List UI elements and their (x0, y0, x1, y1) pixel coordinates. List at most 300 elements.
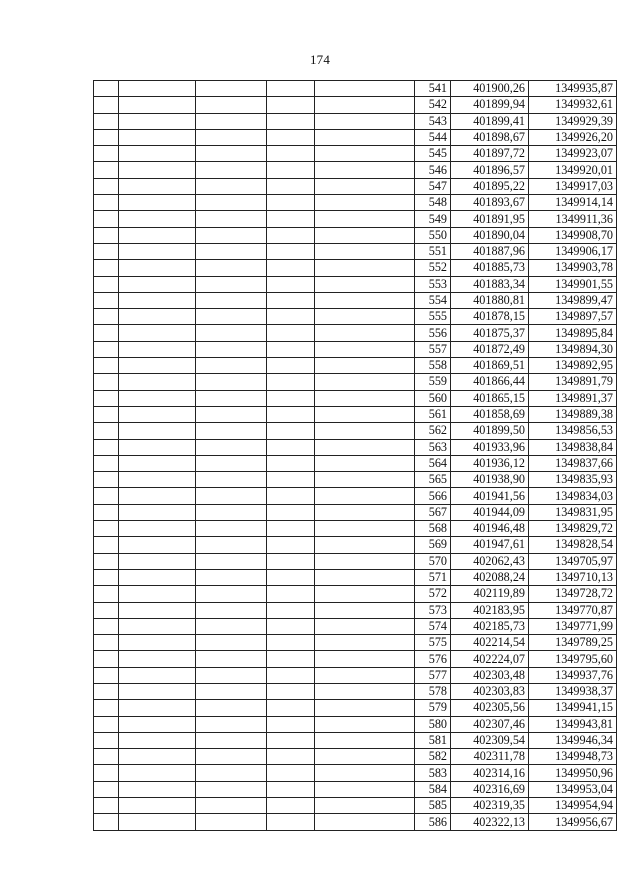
y-coordinate-cell: 1349929,39 (529, 113, 617, 129)
x-coordinate-cell: 402309,54 (451, 732, 529, 748)
point-number-cell: 569 (415, 537, 451, 553)
y-coordinate-cell: 1349941,15 (529, 700, 617, 716)
empty-cell (94, 292, 119, 308)
empty-cell (119, 81, 196, 97)
table-row (94, 667, 617, 683)
empty-cell (196, 162, 267, 178)
empty-cell (196, 423, 267, 439)
empty-cell (267, 309, 315, 325)
empty-cell (315, 618, 415, 634)
x-coordinate-cell: 402119,89 (451, 586, 529, 602)
x-coordinate-cell: 401858,69 (451, 406, 529, 422)
y-coordinate-cell: 1349834,03 (529, 488, 617, 504)
point-number-cell: 542 (415, 97, 451, 113)
empty-cell (267, 586, 315, 602)
empty-cell (119, 553, 196, 569)
empty-cell (315, 732, 415, 748)
empty-cell (267, 358, 315, 374)
empty-cell (315, 781, 415, 797)
empty-cell (196, 243, 267, 259)
y-coordinate-cell: 1349953,04 (529, 781, 617, 797)
empty-cell (196, 390, 267, 406)
empty-cell (267, 749, 315, 765)
empty-cell (315, 129, 415, 145)
y-coordinate-cell: 1349946,34 (529, 732, 617, 748)
table-row (94, 276, 617, 292)
x-coordinate-cell: 401878,15 (451, 309, 529, 325)
point-number-cell: 579 (415, 700, 451, 716)
empty-cell (267, 732, 315, 748)
empty-cell (315, 178, 415, 194)
table-row (94, 195, 617, 211)
empty-cell (119, 700, 196, 716)
table-row (94, 97, 617, 113)
point-number-cell: 586 (415, 814, 451, 830)
y-coordinate-cell: 1349954,94 (529, 798, 617, 814)
empty-cell (94, 243, 119, 259)
y-coordinate-cell: 1349891,79 (529, 374, 617, 390)
x-coordinate-cell: 401896,57 (451, 162, 529, 178)
empty-cell (94, 602, 119, 618)
y-coordinate-cell: 1349901,55 (529, 276, 617, 292)
x-coordinate-cell: 402214,54 (451, 635, 529, 651)
empty-cell (315, 667, 415, 683)
empty-cell (196, 814, 267, 830)
empty-cell (196, 374, 267, 390)
empty-cell (119, 732, 196, 748)
table-row (94, 260, 617, 276)
point-number-cell: 545 (415, 146, 451, 162)
empty-cell (94, 211, 119, 227)
table-row (94, 325, 617, 341)
empty-cell (119, 113, 196, 129)
empty-cell (315, 472, 415, 488)
empty-cell (267, 178, 315, 194)
empty-cell (267, 325, 315, 341)
empty-cell (196, 798, 267, 814)
point-number-cell: 561 (415, 406, 451, 422)
empty-cell (196, 635, 267, 651)
x-coordinate-cell: 401893,67 (451, 195, 529, 211)
point-number-cell: 546 (415, 162, 451, 178)
point-number-cell: 575 (415, 635, 451, 651)
empty-cell (196, 765, 267, 781)
empty-cell (315, 455, 415, 471)
empty-cell (196, 667, 267, 683)
y-coordinate-cell: 1349831,95 (529, 504, 617, 520)
empty-cell (315, 81, 415, 97)
table-row (94, 162, 617, 178)
empty-cell (94, 129, 119, 145)
empty-cell (94, 504, 119, 520)
table-row (94, 292, 617, 308)
empty-cell (315, 276, 415, 292)
x-coordinate-cell: 402307,46 (451, 716, 529, 732)
table-row (94, 586, 617, 602)
x-coordinate-cell: 401900,26 (451, 81, 529, 97)
empty-cell (267, 260, 315, 276)
x-coordinate-cell: 401866,44 (451, 374, 529, 390)
empty-cell (94, 162, 119, 178)
x-coordinate-cell: 401899,41 (451, 113, 529, 129)
empty-cell (267, 439, 315, 455)
empty-cell (267, 537, 315, 553)
table-row (94, 309, 617, 325)
empty-cell (94, 781, 119, 797)
table-row (94, 146, 617, 162)
empty-cell (315, 227, 415, 243)
x-coordinate-cell: 401890,04 (451, 227, 529, 243)
point-number-cell: 544 (415, 129, 451, 145)
empty-cell (315, 651, 415, 667)
empty-cell (315, 97, 415, 113)
x-coordinate-cell: 402224,07 (451, 651, 529, 667)
empty-cell (196, 358, 267, 374)
y-coordinate-cell: 1349828,54 (529, 537, 617, 553)
empty-cell (94, 81, 119, 97)
empty-cell (119, 358, 196, 374)
x-coordinate-cell: 401895,22 (451, 178, 529, 194)
empty-cell (119, 178, 196, 194)
empty-cell (119, 390, 196, 406)
empty-cell (196, 292, 267, 308)
empty-cell (119, 276, 196, 292)
empty-cell (94, 765, 119, 781)
y-coordinate-cell: 1349932,61 (529, 97, 617, 113)
empty-cell (267, 488, 315, 504)
point-number-cell: 541 (415, 81, 451, 97)
table-row (94, 765, 617, 781)
empty-cell (196, 618, 267, 634)
table-row (94, 243, 617, 259)
empty-cell (196, 521, 267, 537)
empty-cell (94, 749, 119, 765)
empty-cell (267, 618, 315, 634)
empty-cell (315, 113, 415, 129)
empty-cell (94, 178, 119, 194)
x-coordinate-cell: 401898,67 (451, 129, 529, 145)
point-number-cell: 572 (415, 586, 451, 602)
table-row (94, 651, 617, 667)
x-coordinate-cell: 402062,43 (451, 553, 529, 569)
point-number-cell: 552 (415, 260, 451, 276)
y-coordinate-cell: 1349895,84 (529, 325, 617, 341)
point-number-cell: 564 (415, 455, 451, 471)
empty-cell (119, 569, 196, 585)
y-coordinate-cell: 1349956,67 (529, 814, 617, 830)
table-row (94, 716, 617, 732)
empty-cell (267, 651, 315, 667)
x-coordinate-cell: 401941,56 (451, 488, 529, 504)
empty-cell (94, 358, 119, 374)
table-row (94, 374, 617, 390)
empty-cell (267, 406, 315, 422)
empty-cell (119, 798, 196, 814)
point-number-cell: 554 (415, 292, 451, 308)
table-row (94, 341, 617, 357)
empty-cell (119, 374, 196, 390)
y-coordinate-cell: 1349923,07 (529, 146, 617, 162)
y-coordinate-cell: 1349891,37 (529, 390, 617, 406)
empty-cell (267, 97, 315, 113)
empty-cell (94, 586, 119, 602)
empty-cell (196, 683, 267, 699)
point-number-cell: 559 (415, 374, 451, 390)
table-row (94, 635, 617, 651)
empty-cell (267, 211, 315, 227)
y-coordinate-cell: 1349856,53 (529, 423, 617, 439)
y-coordinate-cell: 1349950,96 (529, 765, 617, 781)
empty-cell (267, 162, 315, 178)
empty-cell (315, 602, 415, 618)
point-number-cell: 580 (415, 716, 451, 732)
empty-cell (119, 521, 196, 537)
empty-cell (94, 667, 119, 683)
empty-cell (315, 243, 415, 259)
empty-cell (315, 521, 415, 537)
empty-cell (94, 472, 119, 488)
empty-cell (267, 455, 315, 471)
table-row (94, 488, 617, 504)
point-number-cell: 551 (415, 243, 451, 259)
y-coordinate-cell: 1349894,30 (529, 341, 617, 357)
table-row (94, 129, 617, 145)
y-coordinate-cell: 1349889,38 (529, 406, 617, 422)
empty-cell (267, 243, 315, 259)
empty-cell (196, 97, 267, 113)
empty-cell (315, 586, 415, 602)
empty-cell (315, 374, 415, 390)
empty-cell (119, 439, 196, 455)
empty-cell (94, 488, 119, 504)
empty-cell (196, 341, 267, 357)
y-coordinate-cell: 1349908,70 (529, 227, 617, 243)
x-coordinate-cell: 402303,83 (451, 683, 529, 699)
table-row (94, 798, 617, 814)
point-number-cell: 543 (415, 113, 451, 129)
empty-cell (119, 406, 196, 422)
y-coordinate-cell: 1349795,60 (529, 651, 617, 667)
coordinates-table (93, 80, 617, 831)
empty-cell (94, 227, 119, 243)
empty-cell (315, 765, 415, 781)
empty-cell (196, 195, 267, 211)
empty-cell (315, 325, 415, 341)
empty-cell (94, 553, 119, 569)
empty-cell (315, 309, 415, 325)
y-coordinate-cell: 1349897,57 (529, 309, 617, 325)
table-row (94, 602, 617, 618)
empty-cell (315, 341, 415, 357)
empty-cell (196, 129, 267, 145)
x-coordinate-cell: 402316,69 (451, 781, 529, 797)
empty-cell (267, 814, 315, 830)
empty-cell (196, 602, 267, 618)
empty-cell (267, 227, 315, 243)
x-coordinate-cell: 401880,81 (451, 292, 529, 308)
empty-cell (267, 113, 315, 129)
empty-cell (119, 765, 196, 781)
y-coordinate-cell: 1349914,14 (529, 195, 617, 211)
empty-cell (267, 292, 315, 308)
y-coordinate-cell: 1349771,99 (529, 618, 617, 634)
point-number-cell: 573 (415, 602, 451, 618)
empty-cell (94, 700, 119, 716)
empty-cell (267, 81, 315, 97)
point-number-cell: 570 (415, 553, 451, 569)
x-coordinate-cell: 401947,61 (451, 537, 529, 553)
empty-cell (267, 390, 315, 406)
x-coordinate-cell: 401865,15 (451, 390, 529, 406)
empty-cell (94, 814, 119, 830)
empty-cell (196, 781, 267, 797)
empty-cell (196, 716, 267, 732)
empty-cell (94, 113, 119, 129)
empty-cell (196, 749, 267, 765)
empty-cell (94, 651, 119, 667)
empty-cell (94, 406, 119, 422)
empty-cell (315, 406, 415, 422)
table-row (94, 423, 617, 439)
empty-cell (94, 276, 119, 292)
x-coordinate-cell: 401946,48 (451, 521, 529, 537)
empty-cell (94, 798, 119, 814)
point-number-cell: 557 (415, 341, 451, 357)
point-number-cell: 571 (415, 569, 451, 585)
point-number-cell: 567 (415, 504, 451, 520)
table-row (94, 227, 617, 243)
y-coordinate-cell: 1349937,76 (529, 667, 617, 683)
table-row (94, 472, 617, 488)
point-number-cell: 582 (415, 749, 451, 765)
empty-cell (94, 341, 119, 357)
empty-cell (119, 309, 196, 325)
empty-cell (94, 569, 119, 585)
empty-cell (267, 765, 315, 781)
y-coordinate-cell: 1349911,36 (529, 211, 617, 227)
x-coordinate-cell: 401875,37 (451, 325, 529, 341)
y-coordinate-cell: 1349943,81 (529, 716, 617, 732)
empty-cell (196, 178, 267, 194)
empty-cell (315, 683, 415, 699)
empty-cell (94, 537, 119, 553)
point-number-cell: 576 (415, 651, 451, 667)
empty-cell (94, 195, 119, 211)
empty-cell (267, 716, 315, 732)
empty-cell (267, 423, 315, 439)
x-coordinate-cell: 401897,72 (451, 146, 529, 162)
y-coordinate-cell: 1349710,13 (529, 569, 617, 585)
empty-cell (315, 504, 415, 520)
empty-cell (119, 586, 196, 602)
empty-cell (119, 651, 196, 667)
x-coordinate-cell: 401869,51 (451, 358, 529, 374)
x-coordinate-cell: 401944,09 (451, 504, 529, 520)
point-number-cell: 550 (415, 227, 451, 243)
table-row (94, 358, 617, 374)
x-coordinate-cell: 402314,16 (451, 765, 529, 781)
x-coordinate-cell: 401872,49 (451, 341, 529, 357)
empty-cell (315, 814, 415, 830)
empty-cell (196, 146, 267, 162)
table-row (94, 178, 617, 194)
table-row (94, 569, 617, 585)
empty-cell (315, 553, 415, 569)
empty-cell (119, 635, 196, 651)
empty-cell (119, 146, 196, 162)
empty-cell (315, 423, 415, 439)
empty-cell (196, 406, 267, 422)
empty-cell (119, 504, 196, 520)
empty-cell (94, 260, 119, 276)
x-coordinate-cell: 402305,56 (451, 700, 529, 716)
empty-cell (196, 325, 267, 341)
table-row (94, 814, 617, 830)
y-coordinate-cell: 1349705,97 (529, 553, 617, 569)
x-coordinate-cell: 402088,24 (451, 569, 529, 585)
point-number-cell: 563 (415, 439, 451, 455)
empty-cell (94, 97, 119, 113)
table-row (94, 406, 617, 422)
x-coordinate-cell: 402311,78 (451, 749, 529, 765)
empty-cell (196, 260, 267, 276)
empty-cell (196, 651, 267, 667)
empty-cell (196, 113, 267, 129)
point-number-cell: 577 (415, 667, 451, 683)
x-coordinate-cell: 401899,50 (451, 423, 529, 439)
point-number-cell: 547 (415, 178, 451, 194)
y-coordinate-cell: 1349917,03 (529, 178, 617, 194)
point-number-cell: 566 (415, 488, 451, 504)
y-coordinate-cell: 1349906,17 (529, 243, 617, 259)
empty-cell (267, 667, 315, 683)
point-number-cell: 556 (415, 325, 451, 341)
page-number: 174 (309, 52, 331, 67)
point-number-cell: 585 (415, 798, 451, 814)
empty-cell (315, 211, 415, 227)
empty-cell (267, 569, 315, 585)
empty-cell (267, 374, 315, 390)
empty-cell (315, 716, 415, 732)
empty-cell (196, 455, 267, 471)
empty-cell (196, 586, 267, 602)
empty-cell (119, 325, 196, 341)
empty-cell (119, 341, 196, 357)
y-coordinate-cell: 1349938,37 (529, 683, 617, 699)
y-coordinate-cell: 1349926,20 (529, 129, 617, 145)
y-coordinate-cell: 1349838,84 (529, 439, 617, 455)
empty-cell (94, 635, 119, 651)
x-coordinate-cell: 401885,73 (451, 260, 529, 276)
x-coordinate-cell: 402185,73 (451, 618, 529, 634)
empty-cell (196, 309, 267, 325)
empty-cell (119, 260, 196, 276)
empty-cell (94, 455, 119, 471)
x-coordinate-cell: 401933,96 (451, 439, 529, 455)
empty-cell (315, 292, 415, 308)
empty-cell (94, 683, 119, 699)
empty-cell (94, 423, 119, 439)
x-coordinate-cell: 401883,34 (451, 276, 529, 292)
empty-cell (267, 504, 315, 520)
empty-cell (315, 569, 415, 585)
y-coordinate-cell: 1349789,25 (529, 635, 617, 651)
empty-cell (267, 341, 315, 357)
empty-cell (267, 683, 315, 699)
table-body (94, 81, 617, 831)
empty-cell (94, 325, 119, 341)
table-row (94, 439, 617, 455)
